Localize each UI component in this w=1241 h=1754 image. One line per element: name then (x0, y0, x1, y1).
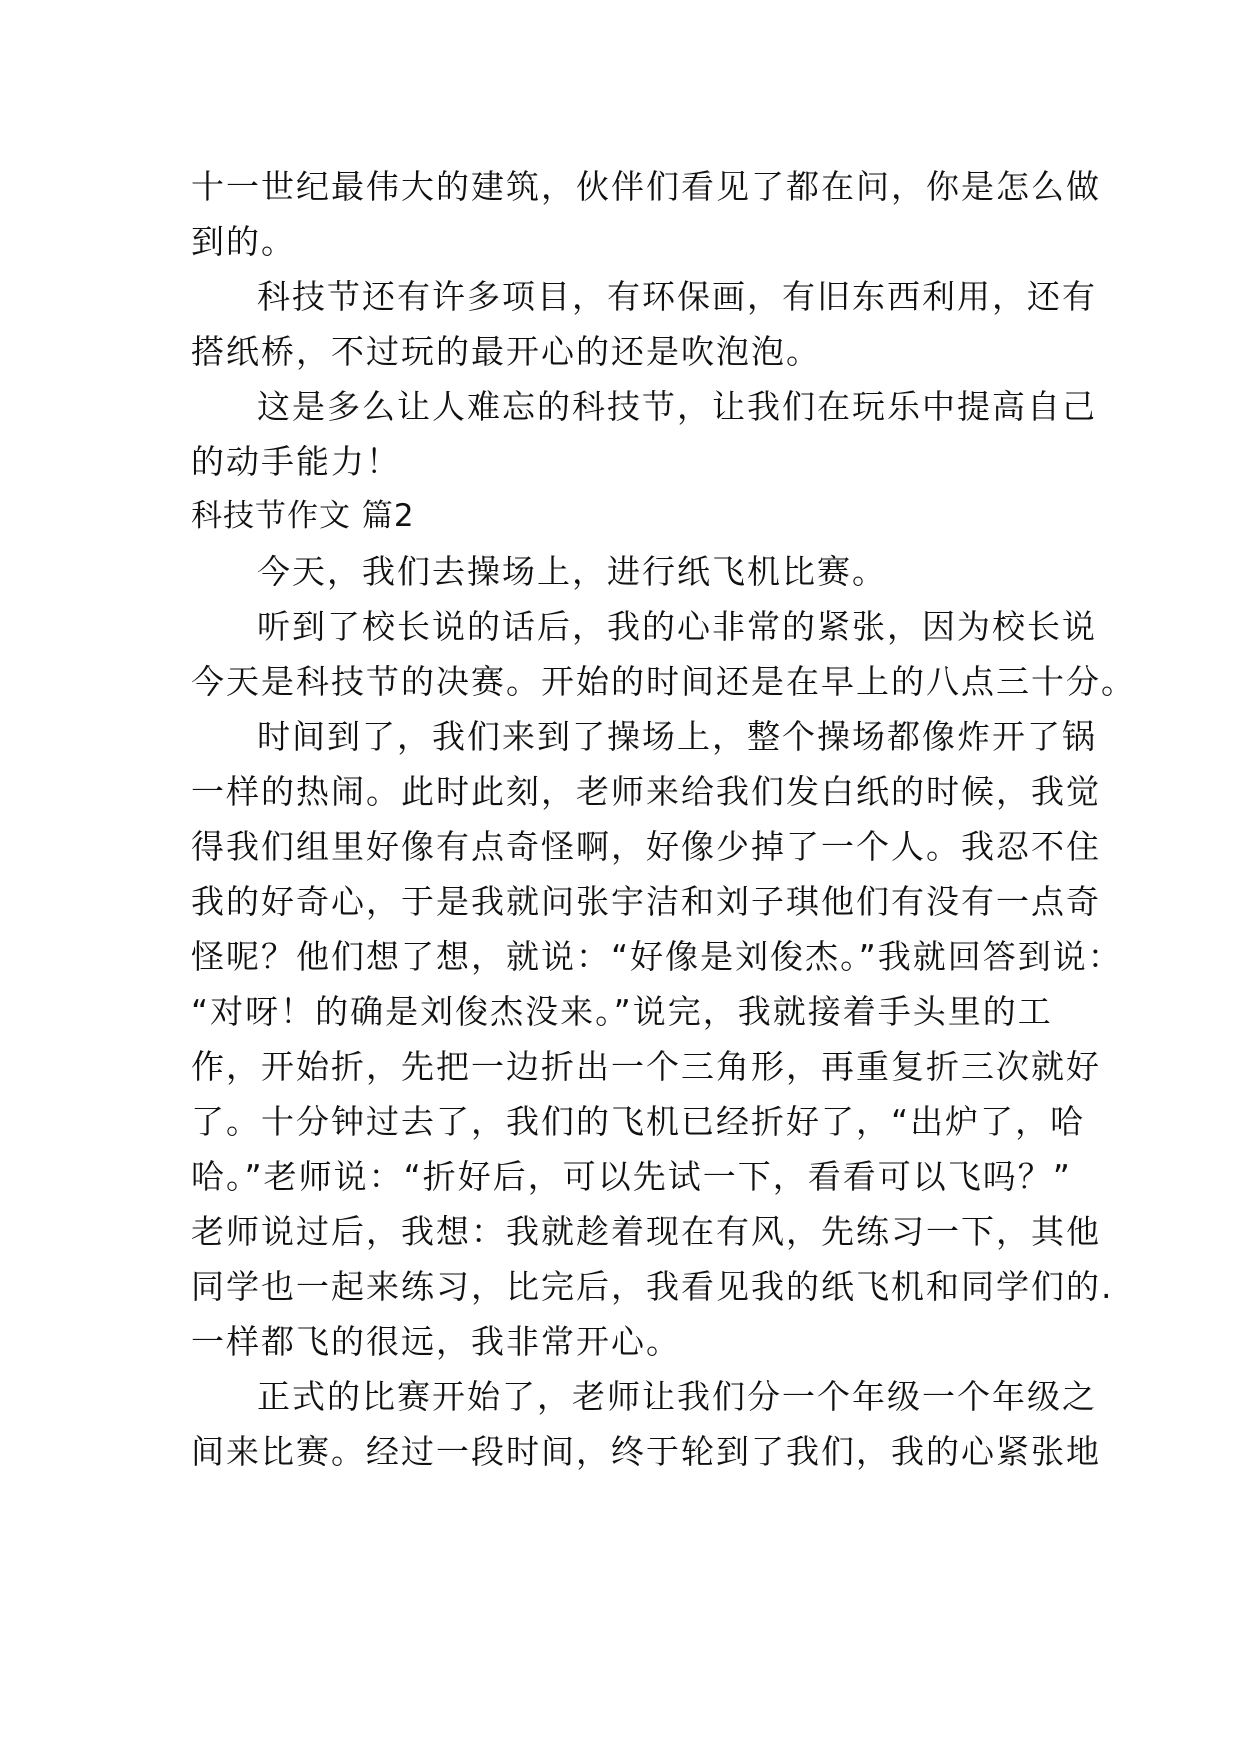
text-line: 得我们组里好像有点奇怪啊，好像少掉了一个人。我忍不住 (191, 827, 1101, 866)
text-line: 间来比赛。经过一段时间，终于轮到了我们，我的心紧张地 (191, 1432, 1101, 1471)
text-line: 今天是科技节的决赛。开始的时间还是在早上的八点三十分。 (191, 662, 1136, 701)
paragraph (191, 709, 1123, 1369)
text-line: 十一世纪最伟大的建筑，伙伴们看见了都在问，你是怎么做 (191, 167, 1101, 206)
text-line: 正式的比赛开始了，老师让我们分一个年级一个年级之 (257, 1377, 1097, 1416)
text-line: 搭纸桥，不过玩的最开心的还是吹泡泡。 (191, 332, 821, 371)
text-line: 这是多么让人难忘的科技节，让我们在玩乐中提高自己 (257, 387, 1097, 426)
text-line: 哈。”老师说：“折好后，可以先试一下，看看可以飞吗？” (191, 1157, 1072, 1196)
section-heading (191, 489, 1051, 544)
text-line: 科技节还有许多项目，有环保画，有旧东西利用，还有 (257, 277, 1097, 316)
text-line: 作，开始折，先把一边折出一个三角形，再重复折三次就好 (191, 1047, 1101, 1086)
text-line: 同学也一起来练习，比完后，我看见我的纸飞机和同学们的. (191, 1267, 1114, 1306)
text-line: 一样都飞的很远，我非常开心。 (191, 1322, 681, 1361)
text-line: 老师说过后，我想：我就趁着现在有风，先练习一下，其他 (191, 1212, 1101, 1251)
paragraph (191, 159, 1101, 269)
paragraph (191, 1369, 1101, 1479)
text-line: 的动手能力！ (191, 442, 401, 481)
text-line: 时间到了，我们来到了操场上，整个操场都像炸开了锅 (257, 717, 1097, 756)
text-line: 到的。 (191, 222, 296, 261)
text-line: 我的好奇心，于是我就问张宇洁和刘子琪他们有没有一点奇 (191, 882, 1101, 921)
paragraph (191, 599, 1136, 709)
paragraph (191, 269, 1097, 379)
text-line: 今天，我们去操场上，进行纸飞机比赛。 (257, 552, 887, 591)
text-line: 怪呢？他们想了想，就说：“好像是刘俊杰。”我就回答到说： (191, 937, 1123, 976)
text-line: 了。十分钟过去了，我们的飞机已经折好了，“出炉了，哈 (191, 1102, 1086, 1141)
paragraph (191, 379, 1097, 489)
heading-text: 科技节作文 篇2 (191, 498, 415, 534)
text-line: “对呀！的确是刘俊杰没来。”说完，我就接着手头里的工 (191, 992, 1053, 1031)
text-line: 听到了校长说的话后，我的心非常的紧张，因为校长说 (257, 607, 1097, 646)
text-line: 一样的热闹。此时此刻，老师来给我们发白纸的时候，我觉 (191, 772, 1101, 811)
paragraph (191, 544, 1051, 599)
document-page (191, 159, 1136, 1479)
